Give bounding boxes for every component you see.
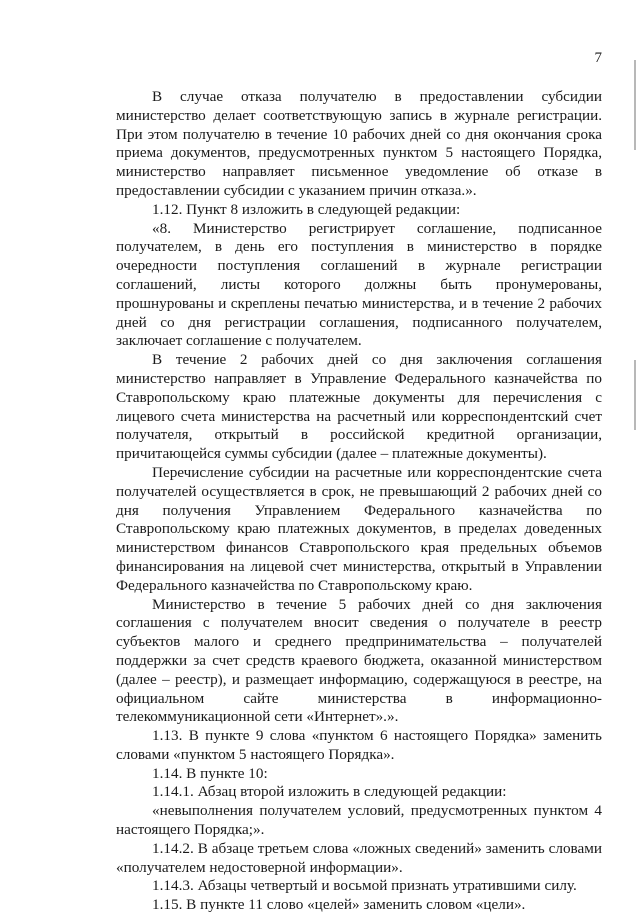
paragraph-item-1-12: 1.12. Пункт 8 изложить в следующей редакции: (152, 200, 461, 218)
page-number: 7 (594, 50, 602, 66)
paragraph-item-1-14-2: 1.14.2. В абзаце третьем слова «ложных сведений» заменить словами «получателем недостоверной информации». (116, 839, 602, 876)
paragraph-item-1-15: 1.15. В пункте 11 слово «целей» заменить словом «цели». (152, 896, 526, 914)
paragraph-point-8: «8. Министерство регистрирует соглашение, подписанное получателем, в день его поступления в министерство в порядке очередности поступления соглашений в журнале регистрации соглашений, листы которого должны быть пронумерованы, прошнурованы и скреплены печатью министерства, и в течение 2 рабочих дней со дня регистрации соглашения, подписанного получателем, заключает соглашение с получателем. (116, 219, 602, 350)
paragraph-subsidy-transfer: Перечисление субсидии на расчетные или корреспондентские счета получателей осуществляется в срок, не превышающий 2 рабочих дней со дня получения Управлением Федерального казначейства по Ставропольскому краю платежных документов, в пределах доведенных министерством финансов Ставропольского края предельных объемов финансирования на лицевой счет министерства, открытый в Управлении Федерального казначейства по Ставропольскому краю. (116, 463, 602, 594)
scan-edge-mark (634, 60, 636, 150)
paragraph-item-1-13: 1.13. В пункте 9 слова «пунктом 6 настоящего Порядка» заменить словами «пунктом 5 настоящего Порядка». (116, 727, 602, 763)
paragraph-registry: Министерство в течение 5 рабочих дней со дня заключения соглашения с получателем вносит сведения о получателе в реестр субъектов малого и среднего предпринимательства – получателей поддержки за счет средств краевого бюджета, оказанной министерством (далее – реестр), и размещает информацию, содержащуюся в реестре, на официальном сайте министерства в информационно-телекоммуникационной сети «Интернет».». (116, 595, 602, 726)
paragraph-item-1-14-1: 1.14.1. Абзац второй изложить в следующей редакции: (152, 783, 507, 801)
paragraph-refusal-notice: В случае отказа получателю в предоставлении субсидии министерство делает соответствующую запись в журнале регистрации. При этом получателю в течение 10 рабочих дней со дня окончания срока приема документов, предусмотренных пунктом 5 настоящего Порядка, министерство направляет письменное уведомление об отказе в предоставлении субсидии с указанием причин отказа.». (116, 88, 602, 199)
paragraph-new-wording: «невыполнения получателем условий, предусмотренных пунктом 4 настоящего Порядка;». (116, 802, 602, 839)
paragraph-item-1-14-3: 1.14.3. Абзацы четвертый и восьмой признать утратившими силу. (152, 877, 577, 895)
document-body (116, 88, 602, 915)
paragraph-item-1-14: 1.14. В пункте 10: (152, 764, 268, 782)
paragraph-payment-documents: В течение 2 рабочих дней со дня заключения соглашения министерство направляет в Управление Федерального казначейства по Ставропольскому краю платежные документы для перечисления с лицевого счета министерства на расчетный или корреспондентский счет получателя, открытый в российской кредитной организации, причитающейся суммы субсидии (далее – платежные документы). (116, 351, 602, 463)
scan-edge-mark (634, 360, 636, 430)
